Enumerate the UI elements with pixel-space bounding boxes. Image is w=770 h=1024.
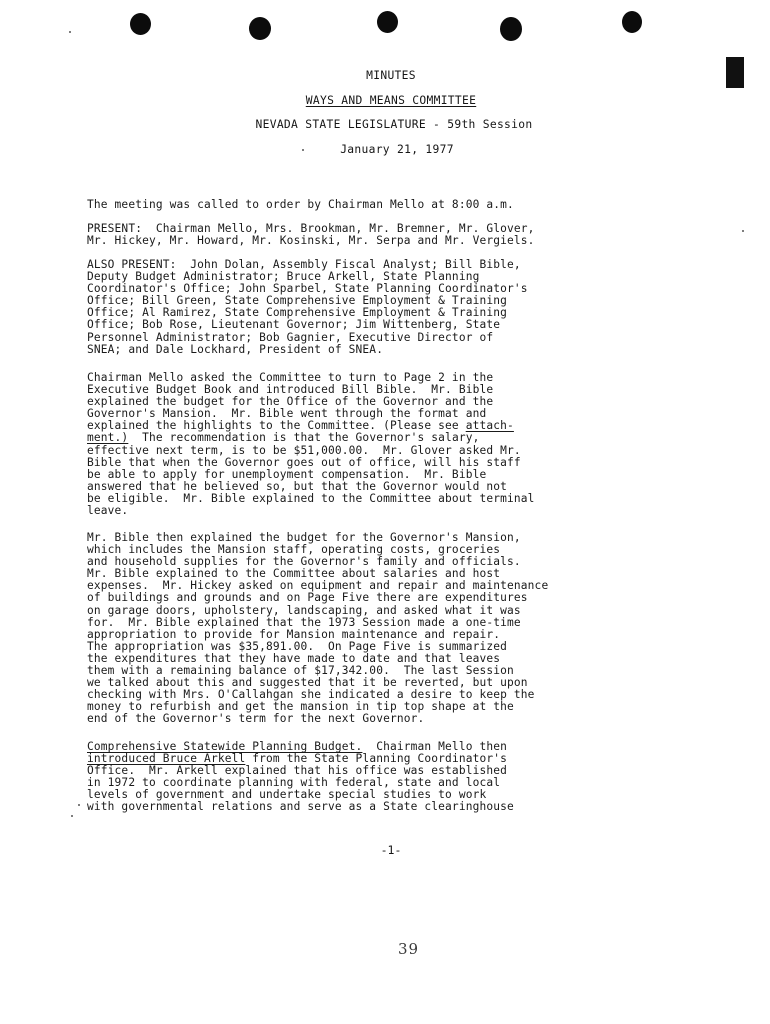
text-line: appropriation to provide for Mansion maintenance and repair. xyxy=(87,627,501,641)
text-line: of buildings and grounds and on Page Five there are expenditures xyxy=(87,591,528,605)
text-segment: from the State Planning Coordinator's xyxy=(245,752,508,766)
text-line: explained the budget for the Office of the Governor and the xyxy=(87,395,494,409)
text-line xyxy=(87,432,535,444)
present-members xyxy=(87,223,535,247)
text-line: Governor's Mansion. Mr. Bible went through the format and xyxy=(87,407,487,421)
text-line: Personnel Administrator; Bob Gagnier, Executive Director of xyxy=(87,330,494,344)
text-line: which includes the Mansion staff, operating costs, groceries xyxy=(87,543,501,557)
also-present xyxy=(87,259,528,356)
meeting-date: January 21, 1977 xyxy=(340,143,454,156)
text-line: The appropriation was $35,891.00. On Page Five is summarized xyxy=(87,639,508,653)
governor-budget-paragraph xyxy=(87,372,535,517)
section-heading: Comprehensive Statewide Planning Budget. xyxy=(87,740,363,753)
text-line: expenses. Mr. Hickey asked on equipment and repair and maintenance xyxy=(87,579,549,593)
attachment-reference: attach- xyxy=(465,419,514,433)
text-line: levels of government and undertake special studies to work xyxy=(87,788,487,802)
text-line: Deputy Budget Administrator; Bruce Arkell, State Planning xyxy=(87,270,480,284)
text-line: Mr. Bible explained to the Committee about salaries and host xyxy=(87,567,501,581)
opening-statement xyxy=(87,199,514,211)
text-line: leave. xyxy=(87,504,129,518)
text-line: be able to apply for unemployment compensation. Mr. Bible xyxy=(87,467,487,481)
text-line: for. Mr. Bible explained that the 1973 Session made a one-time xyxy=(87,615,521,629)
punch-hole xyxy=(130,13,151,35)
page-stamp: 39 xyxy=(398,940,420,958)
text-line: SNEA; and Dale Lockhard, President of SNEA. xyxy=(87,342,384,356)
legislature-heading: NEVADA STATE LEGISLATURE - 59th Session xyxy=(255,118,533,131)
planning-budget-paragraph xyxy=(87,741,514,814)
text-line: the expenditures that they have made to date and that leaves xyxy=(87,651,501,665)
text-line: and household supplies for the Governor's family and officials. xyxy=(87,555,521,569)
text-line: we talked about this and suggested that it be reverted, but upon xyxy=(87,676,528,690)
minutes-heading: MINUTES xyxy=(366,69,416,82)
mansion-budget-paragraph xyxy=(87,532,548,726)
text-segment: The recommendation is that the Governor's salary, xyxy=(128,431,480,445)
text-line: Executive Budget Book and introduced Bill Bible. Mr. Bible xyxy=(87,383,494,397)
text-line: Office. Mr. Arkell explained that his office was established xyxy=(87,764,508,778)
text-line: them with a remaining balance of $17,342.00. The last Session xyxy=(87,664,514,678)
text-line: Mr. Bible then explained the budget for the Governor's Mansion, xyxy=(87,531,521,544)
text-segment: Chairman Mello then xyxy=(362,740,508,753)
text-segment: introduced Bruce Arkell xyxy=(87,752,246,766)
text-segment: explained the highlights to the Committee. (Please see xyxy=(87,419,466,433)
punch-hole xyxy=(377,11,398,33)
attachment-reference: ment.) xyxy=(87,431,129,445)
text-line: money to refurbish and get the mansion in tip top shape at the xyxy=(87,700,514,714)
text-line: effective next term, is to be $51,000.00. Mr. Glover asked Mr. xyxy=(87,443,521,457)
text-line: Office; Al Ramirez, State Comprehensive Employment & Training xyxy=(87,306,508,320)
text-line: answered that he believed so, but that the Governor would not xyxy=(87,479,508,493)
text-line: The meeting was called to order by Chairman Mello at 8:00 a.m. xyxy=(87,198,514,211)
text-line: Chairman Mello asked the Committee to turn to Page 2 in the xyxy=(87,371,494,384)
punch-hole xyxy=(500,17,522,41)
text-line: checking with Mrs. O'Callahgan she indicated a desire to keep the xyxy=(87,688,535,702)
text-line: end of the Governor's term for the next Governor. xyxy=(87,712,425,726)
punch-hole xyxy=(622,11,642,33)
text-line: be eligible. Mr. Bible explained to the Committee about terminal xyxy=(87,491,535,505)
committee-heading: WAYS AND MEANS COMMITTEE xyxy=(305,94,477,107)
text-line: Office; Bill Green, State Comprehensive Employment & Training xyxy=(87,294,508,308)
text-line: PRESENT: Chairman Mello, Mrs. Brookman, Mr. Bremner, Mr. Glover, xyxy=(87,222,535,235)
text-line: Bible that when the Governor goes out of office, will his staff xyxy=(87,455,521,469)
text-line: on garage doors, upholstery, landscaping, and asked what it was xyxy=(87,603,521,617)
text-line: Office; Bob Rose, Lieutenant Governor; Jim Wittenberg, State xyxy=(87,318,501,332)
text-line: Mr. Hickey, Mr. Howard, Mr. Kosinski, Mr. Serpa and Mr. Vergiels. xyxy=(87,234,535,248)
punch-hole xyxy=(249,17,271,40)
text-line: Coordinator's Office; John Sparbel, State Planning Coordinator's xyxy=(87,282,528,296)
text-line: in 1972 to coordinate planning with federal, state and local xyxy=(87,776,501,790)
page-number: -1- xyxy=(380,843,402,857)
text-line: ALSO PRESENT: John Dolan, Assembly Fiscal Analyst; Bill Bible, xyxy=(87,258,521,271)
text-line: with governmental relations and serve as a State clearinghouse xyxy=(87,800,514,814)
